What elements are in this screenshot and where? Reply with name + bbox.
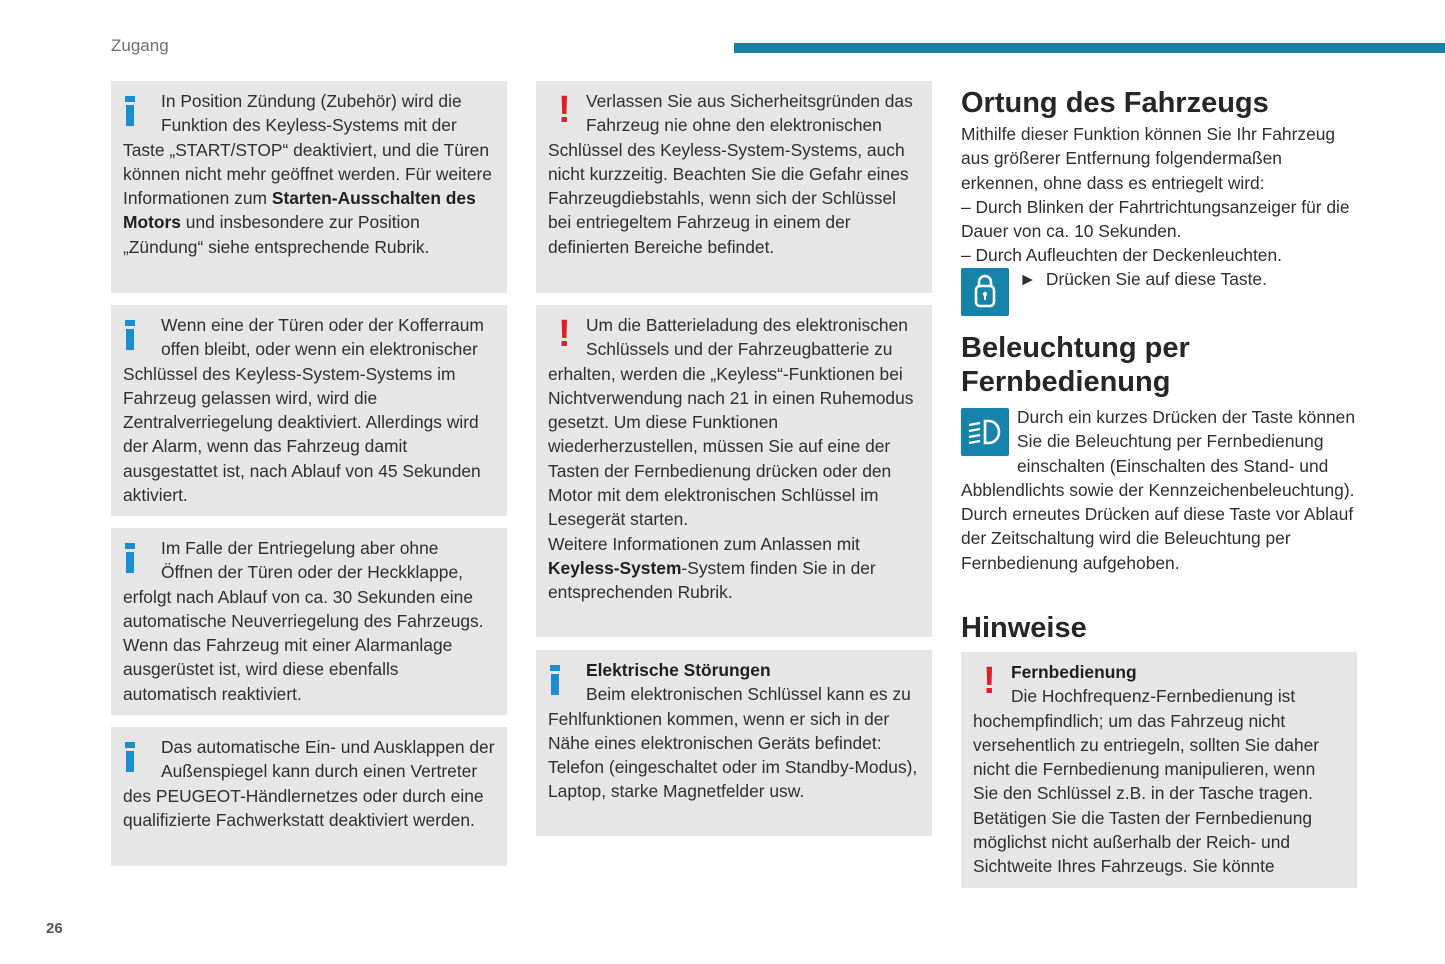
section-notes	[961, 611, 1361, 645]
info-icon	[123, 89, 161, 133]
heading-lighting: Beleuchtung per Fernbedienung	[961, 332, 1190, 398]
info-icon	[123, 735, 161, 779]
warning-icon: !	[558, 313, 571, 355]
headlight-button-icon	[961, 408, 1009, 456]
info-text: Das automatische Ein- und Ausklappen der Außenspiegel kann durch einen Vertreter des PEUGEOT-Händlernetzes oder durch eine qualifizierte Fachwerkstatt deaktiviert werden.	[123, 737, 495, 830]
warning-box-battery	[536, 305, 932, 637]
header-accent-bar	[734, 43, 1445, 53]
warning-icon: !	[558, 89, 571, 131]
arrow-right-icon: ►	[1019, 268, 1037, 289]
warning-text: Verlassen Sie aus Sicherheitsgründen das Fahrzeug nie ohne den elektronischen Schlüssel des Keyless-System-Systems, auch nicht kurzzeitig. Beachten Sie die Gefahr eines Fahrzeugdiebstahls, wenn sich der Schlüssel bei entriegeltem Fahrzeug in einem der definierten Bereiche befindet.	[548, 91, 913, 257]
info-box-door-open	[111, 305, 507, 516]
info-icon	[548, 658, 586, 702]
info-text: Im Falle der Entriegelung aber ohne Öffnen der Türen oder der Heckklappe, erfolgt nach Ablauf von ca. 30 Sekunden eine automatische Neuverriegelung des Fahrzeugs. Wenn das Fahrzeug mit einer Alarmanlage ausgerüstet ist, wird diese ebenfalls automatisch reaktiviert.	[123, 538, 484, 704]
page-number: 26	[46, 920, 63, 937]
warning-text-more: Weitere Informationen zum Anlassen mit Keyless-System-System finden Sie in der entsprechenden Rubrik.	[548, 533, 876, 603]
lighting-text-cancel: Durch erneutes Drücken auf diese Taste vor Ablauf der Zeitschaltung wird die Beleuchtung per Fernbedienung aufgehoben.	[961, 504, 1354, 573]
warning-text: Die Hochfrequenz-Fernbedienung ist hochempfindlich; um das Fahrzeug nicht versehentlich zu entriegeln, sollten Sie daher nicht die Fernbedienung manipulieren, wenn Sie den Schlüssel z.B. in der Tasche tragen. Betätigen Sie die Tasten der Fernbedienung möglichst nicht außerhalb der Reich- und Sichtweite Ihres Fahrzeugs. Sie könnte	[973, 686, 1320, 877]
locate-item-indicators: – Durch Blinken der Fahrtrichtungsanzeiger für die Dauer von ca. 10 Sekunden.	[961, 196, 1350, 242]
locate-intro: Mithilfe dieser Funktion können Sie Ihr Fahrzeug aus größerer Entfernung folgendermaßen erkennen, ohne dass es entriegelt wird:	[961, 124, 1336, 193]
info-text: Beim elektronischen Schlüssel kann es zu Fehlfunktionen kommen, wenn er sich in der Nähe eines elektronischen Geräts befindet: Telefon (eingeschaltet oder im Standby-Modus), Laptop, starke Magnetfelder usw.	[548, 684, 918, 802]
info-box-electrical-interference	[536, 650, 932, 836]
warning-text: Um die Batterieladung des elektronischen Schlüssels und der Fahrzeugbatterie zu erhalten, werden die „Keyless“-Funktionen bei Nichtverwendung nach 21 in einen Ruhemodus gesetzt. Um diese Funktionen wiederherzustellen, müssen Sie auf eine der Tasten der Fernbedienung drücken oder den Motor mit dem elektronischen Schlüssel im Lesegerät starten.	[548, 315, 914, 530]
lock-button-icon	[961, 268, 1009, 316]
section-vehicle-locate	[961, 86, 1361, 318]
info-box-auto-relock	[111, 528, 507, 715]
info-box-mirror-folding	[111, 727, 507, 866]
section-title: Zugang	[111, 36, 169, 55]
warning-icon: !	[983, 660, 996, 702]
heading-locate: Ortung des Fahrzeugs	[961, 87, 1269, 119]
info-box-keyless-ignition	[111, 81, 507, 293]
warning-box-remote-control	[961, 652, 1357, 888]
locate-item-lights: – Durch Aufleuchten der Deckenleuchten.	[961, 245, 1282, 266]
section-remote-lighting	[961, 331, 1361, 575]
info-text: In Position Zündung (Zubehör) wird die Funktion des Keyless-Systems mit der Taste „START/STOP“ deaktiviert, und die Türen können nicht mehr geöffnet werden. Für weitere Informationen zum Starten-Ausschalten des Motors und insbesondere zur Position „Zündung“ siehe entsprechende Rubrik.	[123, 91, 492, 257]
info-text: Wenn eine der Türen oder der Kofferraum offen bleibt, oder wenn ein elektronischer Schlüssel des Keyless-System-Systems im Fahrzeug gelassen wird, wird die Zentralverriegelung deaktiviert. Allerdings wird der Alarm, wenn das Fahrzeug damit ausgestattet ist, nach Ablauf von 45 Sekunden aktiviert.	[123, 315, 484, 506]
lighting-text: Durch ein kurzes Drücken der Taste können Sie die Beleuchtung per Fernbedienung einschalten (Einschalten des Stand- und Abblendlichts sowie der Kennzeichenbeleuchtung).	[961, 407, 1356, 500]
info-icon	[123, 313, 161, 357]
info-title: Elektrische Störungen	[586, 660, 771, 680]
warning-title: Fernbedienung	[1011, 662, 1137, 682]
locate-action: ► Drücken Sie auf diese Taste.	[1019, 268, 1267, 289]
warning-box-key-security	[536, 81, 932, 293]
info-icon	[123, 536, 161, 580]
heading-notes: Hinweise	[961, 612, 1087, 644]
